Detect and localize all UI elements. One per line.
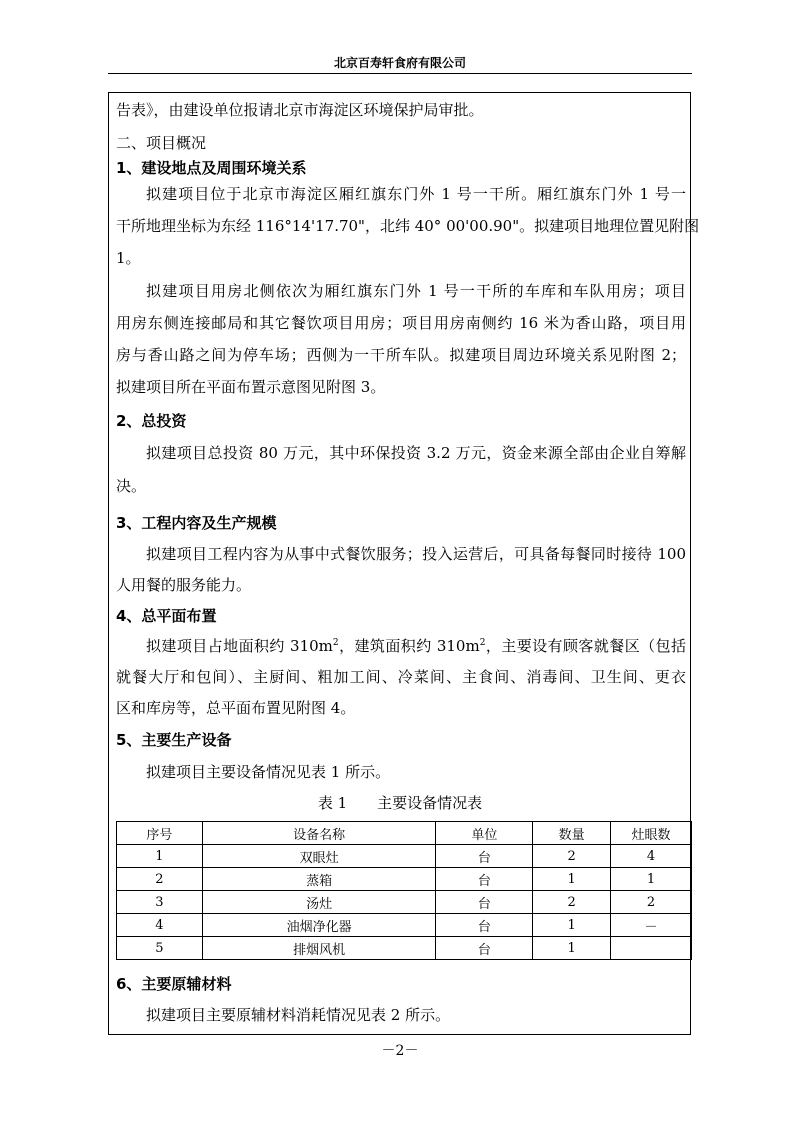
paragraph-line: 区和库房等，总平面布置见附图 4。 <box>116 699 356 717</box>
page-header: 北京百寿轩食府有限公司 <box>333 56 466 70</box>
paragraph-line: 拟建项目主要设备情况见表 1 所示。 <box>146 763 391 781</box>
table-row <box>117 845 692 868</box>
table-cell: 1 <box>533 868 611 891</box>
table-cell: 油烟净化器 <box>202 914 436 937</box>
header-cell: 设备名称 <box>202 822 436 845</box>
table-cell: 2 <box>117 868 203 891</box>
table-cell: 双眼灶 <box>202 845 436 868</box>
table-caption: 表 1 主要设备情况表 <box>317 794 483 812</box>
paragraph-line: 决。 <box>116 477 147 495</box>
table-cell: 3 <box>117 891 203 914</box>
paragraph-line: 拟建项目占地面积约 $310m^2$，建筑面积约 $310m^2$，主要设有顾客就餐区（包括 <box>146 637 686 655</box>
heading-location: 1、建设地点及周围环境关系 <box>116 159 307 177</box>
lead-line: 告表》，由建设单位报请北京市海淀区环境保护局审批。 <box>116 101 484 119</box>
table-cell: 2 <box>533 845 611 868</box>
paragraph-line: 拟建项目位于北京市海淀区厢红旗东门外 1 号一干所。厢红旗东门外 1 号一 <box>146 185 686 203</box>
header-cell: 数量 <box>533 822 611 845</box>
table-cell: 台 <box>436 914 533 937</box>
table-cell: 蒸箱 <box>202 868 436 891</box>
section-title: 二、项目概况 <box>116 134 207 152</box>
page-number: －2－ <box>381 1043 419 1059</box>
paragraph-line: 用房东侧连接邮局和其它餐饮项目用房；项目用房南侧约 16 米为香山路，项目用 <box>116 314 686 332</box>
table-cell: － <box>611 914 692 937</box>
paragraph-line: 拟建项目工程内容为从事中式餐饮服务；投入运营后，可具备每餐同时接待 100 <box>146 545 686 563</box>
paragraph-line: 拟建项目所在平面布置示意图见附图 3。 <box>116 378 386 396</box>
heading-investment: 2、总投资 <box>116 412 187 430</box>
table-row <box>117 868 692 891</box>
table-cell: 1 <box>533 937 611 960</box>
table-cell: 4 <box>611 845 692 868</box>
table-cell: 2 <box>533 891 611 914</box>
paragraph-line: 拟建项目主要原辅材料消耗情况见表 2 所示。 <box>146 1006 451 1024</box>
table-cell: 排烟风机 <box>202 937 436 960</box>
table-cell: 台 <box>436 845 533 868</box>
table-cell: 1 <box>533 914 611 937</box>
table-cell: 1 <box>117 845 203 868</box>
equipment-table <box>116 821 692 960</box>
table-row <box>117 914 692 937</box>
header-cell: 灶眼数 <box>611 822 692 845</box>
table-cell: 台 <box>436 891 533 914</box>
heading-materials: 6、主要原辅材料 <box>116 975 232 993</box>
table-row <box>117 891 692 914</box>
table-cell <box>611 937 692 960</box>
table-cell: 2 <box>611 891 692 914</box>
table-cell: 1 <box>611 868 692 891</box>
paragraph-line: 就餐大厅和包间）、主厨间、粗加工间、冷菜间、主食间、消毒间、卫生间、更衣 <box>116 668 686 686</box>
paragraph-line: 房与香山路之间为停车场；西侧为一干所车队。拟建项目周边环境关系见附图 2； <box>116 346 686 364</box>
table-cell: 5 <box>117 937 203 960</box>
paragraph-line: 拟建项目总投资 80 万元，其中环保投资 3.2 万元，资金来源全部由企业自筹解 <box>146 444 686 462</box>
paragraph-line: 人用餐的服务能力。 <box>116 576 252 594</box>
table-header-row <box>117 822 692 845</box>
table-cell: 台 <box>436 937 533 960</box>
table-cell: 台 <box>436 868 533 891</box>
heading-equipment: 5、主要生产设备 <box>116 731 232 749</box>
table-cell: 汤灶 <box>202 891 436 914</box>
table-cell: 4 <box>117 914 203 937</box>
header-rule <box>108 73 692 74</box>
paragraph-line: 1。 <box>116 249 141 267</box>
paragraph-line: 拟建项目用房北侧依次为厢红旗东门外 1 号一干所的车库和车队用房；项目 <box>146 282 686 300</box>
table-row <box>117 937 692 960</box>
header-cell: 序号 <box>117 822 203 845</box>
heading-scope: 3、工程内容及生产规模 <box>116 514 277 532</box>
header-cell: 单位 <box>436 822 533 845</box>
heading-layout: 4、总平面布置 <box>116 607 217 625</box>
paragraph-line: 干所地理坐标为东经 116°14'17.70"，北纬 40° 00'00.90"。拟建项目地理位置见附图 <box>116 217 700 235</box>
